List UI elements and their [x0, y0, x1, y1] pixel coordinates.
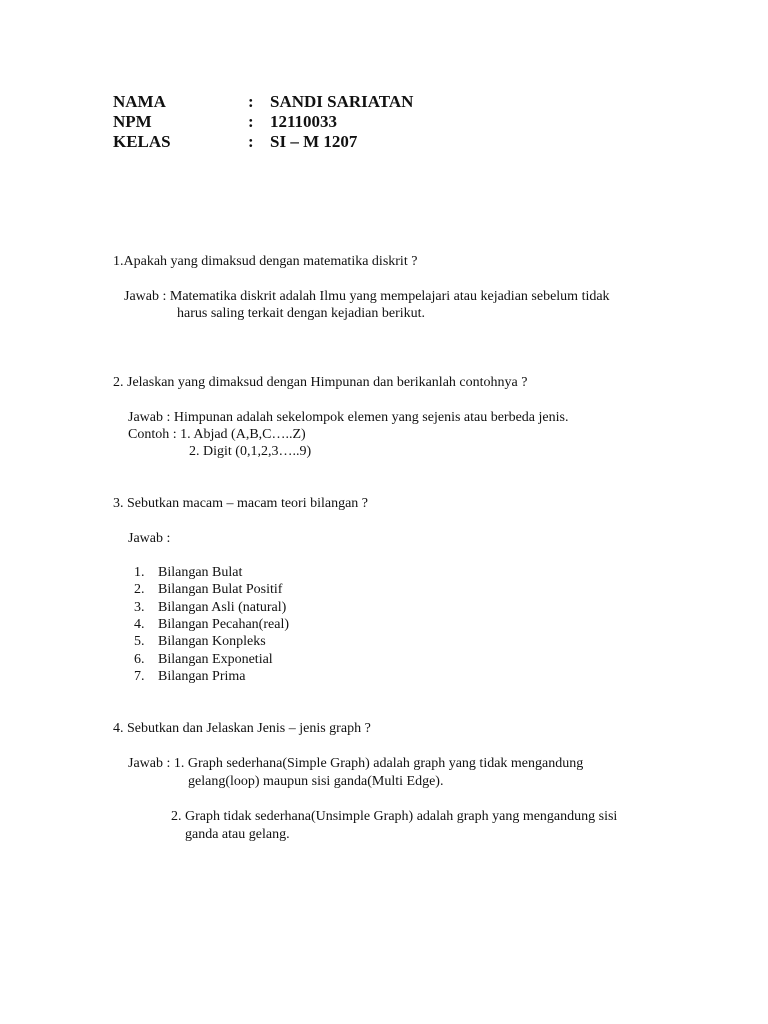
list-item-number: 4. [134, 617, 145, 632]
answer-3-label: Jawab : [128, 531, 171, 546]
question-3: 3. Sebutkan macam – macam teori bilangan ? [113, 496, 369, 511]
list-item-text: Bilangan Asli (natural) [158, 600, 287, 615]
answer-4-line-2: gelang(loop) maupun sisi ganda(Multi Edge). [188, 774, 444, 789]
question-2: 2. Jelaskan yang dimaksud dengan Himpunan dan berikanlah contohnya ? [113, 375, 528, 390]
header-value-npm: 12110033 [270, 112, 338, 131]
list-item-number: 2. [134, 582, 145, 597]
list-item-number: 6. [134, 652, 145, 667]
question-4: 4. Sebutkan dan Jelaskan Jenis – jenis graph ? [113, 721, 371, 736]
list-item-text: Bilangan Bulat [158, 565, 243, 580]
list-item [0, 651, 768, 668]
list-item [0, 599, 768, 616]
answer-4-line-4: ganda atau gelang. [185, 827, 290, 842]
header-label: NPM [113, 112, 152, 131]
header-colon: : [248, 112, 254, 131]
list-item-text: Bilangan Konpleks [158, 634, 266, 649]
list-item-text: Bilangan Prima [158, 669, 246, 684]
header-label: NAMA [113, 92, 166, 111]
header-colon: : [248, 92, 254, 111]
answer-1-line-2: harus saling terkait dengan kejadian berikut. [177, 306, 426, 321]
header-row-npm [113, 112, 453, 132]
answer-2-line-1: Jawab : Himpunan adalah sekelompok elemen yang sejenis atau berbeda jenis. [128, 410, 569, 425]
list-item-text: Bilangan Pecahan(real) [158, 617, 289, 632]
list-item-text: Bilangan Bulat Positif [158, 582, 283, 597]
list-item-number: 1. [134, 565, 145, 580]
answer-2-line-3: 2. Digit (0,1,2,3…..9) [189, 444, 312, 459]
list-item [0, 616, 768, 633]
list-item-text: Bilangan Exponetial [158, 652, 273, 667]
answer-2-line-2: Contoh : 1. Abjad (A,B,C…..Z) [128, 427, 306, 442]
header-row-nama [113, 92, 453, 112]
list-item [0, 668, 768, 685]
answer-4-line-3: 2. Graph tidak sederhana(Unsimple Graph) adalah graph yang mengandung sisi [171, 809, 618, 824]
list-item [0, 633, 768, 650]
header-row-kelas [113, 132, 453, 152]
question-1: 1.Apakah yang dimaksud dengan matematika diskrit ? [113, 254, 418, 269]
header-value-nama: SANDI SARIATAN [270, 92, 414, 111]
header-label: KELAS [113, 132, 171, 151]
list-item [0, 564, 768, 581]
list-item-number: 5. [134, 634, 145, 649]
answer-4-line-1: Jawab : 1. Graph sederhana(Simple Graph) adalah graph yang tidak mengandung [128, 756, 584, 771]
list-item-number: 3. [134, 600, 145, 615]
list-item [0, 581, 768, 598]
list-item-number: 7. [134, 669, 145, 684]
header-value-kelas: SI – M 1207 [270, 132, 358, 151]
header-colon: : [248, 132, 254, 151]
answer-1-line-1: Jawab : Matematika diskrit adalah Ilmu yang mempelajari atau kejadian sebelum tidak [124, 289, 610, 304]
